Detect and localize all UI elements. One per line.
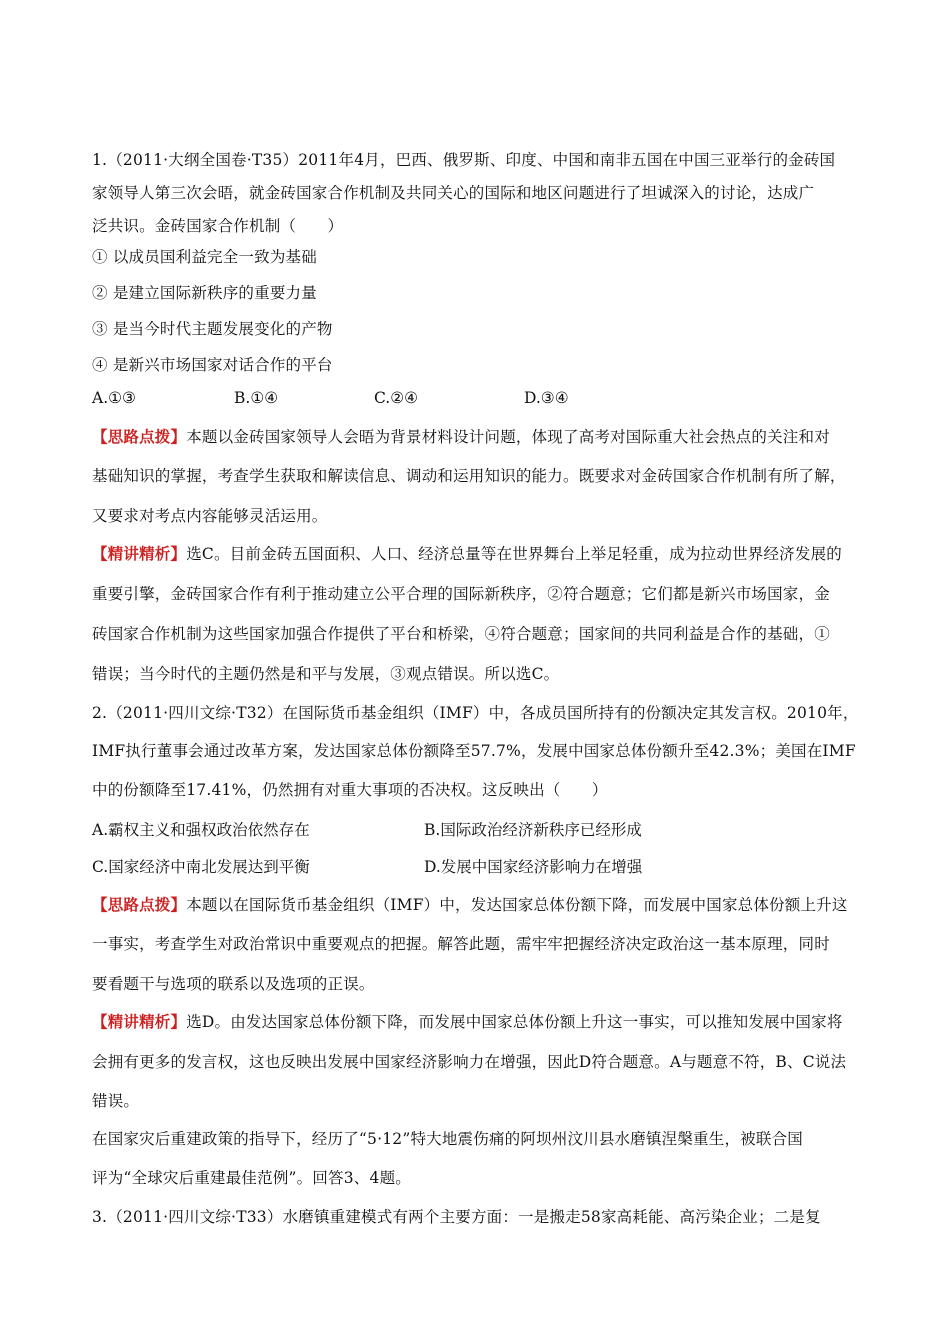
q1-statement-4: ④ 是新兴市场国家对话合作的平台	[92, 356, 333, 374]
q1-stem-line-2: 家领导人第三次会晤，就金砖国家合作机制及共同关心的国际和地区问题进行了坦诚深入的讨论，达成广	[92, 184, 815, 202]
q2-option-a: A.霸权主义和强权政治依然存在	[92, 821, 310, 839]
q1-analysis-line-3: 砖国家合作机制为这些国家加强合作提供了平台和桥梁，④符合题意；国家间的共同利益是合作的基础，①	[92, 625, 830, 643]
q1-hint-line-2: 基础知识的掌握，考查学生获取和解读信息、调动和运用知识的能力。既要求对金砖国家合作机制有所了解，	[92, 467, 846, 485]
q1-statement-1: ① 以成员国利益完全一致为基础	[92, 248, 317, 266]
q1-stem-line-3: 泛共识。金砖国家合作机制（ ）	[92, 217, 344, 235]
intro-line-2: 评为“全球灾后重建最佳范例”。回答3、4题。	[92, 1169, 411, 1187]
q2-hint-text-1: 本题以在国际货币基金组织（IMF）中，发达国家总体份额下降，而发展中国家总体份额上升这	[186, 896, 848, 914]
q1-hint-text-1: 本题以金砖国家领导人会晤为背景材料设计问题，体现了高考对国际重大社会热点的关注和对	[186, 428, 830, 446]
q2-option-d: D.发展中国家经济影响力在增强	[424, 858, 643, 876]
q2-stem-line-1: 2.（2011·四川文综·T32）在国际货币基金组织（IMF）中，各成员国所持有的份额决定其发言权。2010年，	[92, 704, 859, 722]
q1-analysis-text-1: 选C。目前金砖五国面积、人口、经济总量等在世界舞台上举足轻重，成为拉动世界经济发展的	[186, 545, 842, 563]
q1-analysis-line-1	[92, 542, 842, 564]
q1-stem-line-1: 1.（2011·大纲全国卷·T35）2011年4月，巴西、俄罗斯、印度、中国和南非五国在中国三亚举行的金砖国	[92, 151, 836, 169]
q2-analysis-line-1	[92, 1010, 843, 1032]
q1-analysis-label: 【精讲精析】	[92, 544, 187, 563]
q1-option-b: B.①④	[234, 389, 279, 407]
q3-stem-line-1: 3.（2011·四川文综·T33）水磨镇重建模式有两个主要方面：一是搬走58家高耗能、高污染企业；二是复	[92, 1208, 821, 1226]
intro-line-1: 在国家灾后重建政策的指导下，经历了“5·12”特大地震伤痛的阿坝州汶川县水磨镇涅槃重生，被联合国	[92, 1130, 803, 1148]
q1-option-c: C.②④	[374, 389, 419, 407]
q2-stem-line-2: IMF执行董事会通过改革方案，发达国家总体份额降至57.7%，发展中国家总体份额升至42.3%；美国在IMF	[92, 742, 856, 760]
q1-analysis-line-4: 错误；当今时代的主题仍然是和平与发展，③观点错误。所以选C。	[92, 665, 560, 683]
q2-hint-label: 【思路点拨】	[92, 895, 187, 914]
q1-statement-2: ② 是建立国际新秩序的重要力量	[92, 284, 317, 302]
q2-analysis-label: 【精讲精析】	[92, 1012, 187, 1031]
q1-hint-line-3: 又要求对考点内容能够灵活运用。	[92, 507, 328, 525]
q1-hint-label: 【思路点拨】	[92, 427, 187, 446]
q2-hint-line-3: 要看题干与选项的联系以及选项的正误。	[92, 975, 375, 993]
q2-analysis-line-3: 错误。	[92, 1092, 140, 1110]
q2-analysis-text-1: 选D。由发达国家总体份额下降，而发展中国家总体份额上升这一事实，可以推知发展中国家将	[186, 1013, 843, 1031]
q2-option-c: C.国家经济中南北发展达到平衡	[92, 858, 310, 876]
q2-stem-line-3: 中的份额降至17.41%，仍然拥有对重大事项的否决权。这反映出（ ）	[92, 781, 608, 799]
q1-analysis-line-2: 重要引擎，金砖国家合作有利于推动建立公平合理的国际新秩序，②符合题意；它们都是新兴市场国家，金	[92, 585, 830, 603]
q2-analysis-line-2: 会拥有更多的发言权，这也反映出发展中国家经济影响力在增强，因此D符合题意。A与题意不符，B、C说法	[92, 1053, 847, 1071]
q2-option-b: B.国际政治经济新秩序已经形成	[424, 821, 642, 839]
q1-option-a: A.①③	[92, 389, 136, 407]
q1-option-d: D.③④	[524, 389, 569, 407]
q1-hint-line-1	[92, 425, 830, 447]
q2-hint-line-2: 一事实，考查学生对政治常识中重要观点的把握。解答此题，需牢牢把握经济决定政治这一基本原理，同时	[92, 935, 830, 953]
q2-hint-line-1	[92, 893, 848, 915]
q1-statement-3: ③ 是当今时代主题发展变化的产物	[92, 320, 333, 338]
